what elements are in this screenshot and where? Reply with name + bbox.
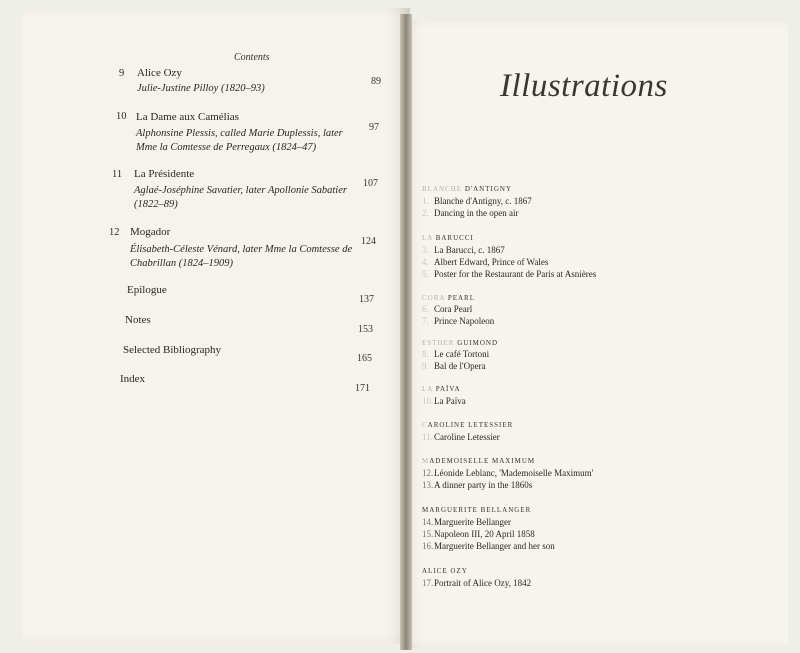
- section-heading: [422, 339, 498, 347]
- chapter-number: 9: [119, 68, 125, 79]
- list-item: [422, 480, 532, 490]
- list-item: [422, 361, 486, 371]
- item-number: 17.: [422, 578, 434, 588]
- backmatter-title: Notes: [125, 314, 151, 326]
- list-item: [422, 316, 494, 326]
- section-heading-faded: BLANCHE: [422, 185, 463, 193]
- item-text: Marguerite Bellanger and her son: [434, 541, 555, 551]
- item-number: 11.: [422, 432, 433, 442]
- chapter-page-number: 97: [369, 122, 379, 133]
- section-heading-text: BARUCCI: [432, 234, 474, 242]
- section-heading: [422, 567, 468, 575]
- section-heading: [422, 457, 535, 465]
- item-number: 16.: [422, 541, 434, 551]
- item-number: 14.: [422, 517, 434, 527]
- chapter-subtitle: Aglaé-Joséphine Savatier, later Apollonie Sabatier (1822–89): [134, 185, 347, 210]
- chapter-subtitle: Alphonsine Plessis, called Marie Duplessis, later Mme la Comtesse de Perregaux (1824–47): [136, 128, 343, 153]
- backmatter-title: Selected Bibliography: [123, 344, 222, 356]
- backmatter-title: Index: [120, 373, 146, 385]
- item-number: 1.: [422, 196, 429, 206]
- running-head: Contents: [234, 52, 270, 63]
- item-number: 3.: [422, 245, 429, 255]
- section-heading-text: ALICE OZY: [422, 567, 468, 575]
- item-number: 7.: [422, 316, 429, 326]
- chapter-subtitle: Julie-Justine Pilloy (1820–93): [137, 83, 265, 94]
- item-text: Caroline Letessier: [434, 432, 500, 442]
- item-text: La Barucci, c. 1867: [434, 245, 505, 255]
- item-text: Albert Edward, Prince of Wales: [434, 257, 549, 267]
- section-heading-text: MARGUERITE BELLANGER: [422, 506, 532, 514]
- section-heading: [422, 421, 513, 429]
- section-heading: [422, 185, 512, 193]
- section-heading: [422, 506, 531, 514]
- section-heading-text: GUIMOND: [454, 339, 499, 347]
- list-item: [422, 269, 596, 279]
- item-text: Dancing in the open air: [434, 208, 519, 218]
- list-item: [422, 196, 532, 206]
- section-heading-text: PEARL: [445, 294, 475, 302]
- item-number: 2.: [422, 208, 429, 218]
- item-number: 8.: [422, 349, 429, 359]
- chapter-title: La Présidente: [134, 168, 195, 180]
- backmatter-title: Epilogue: [127, 284, 167, 296]
- item-number: 15.: [422, 529, 434, 539]
- chapter-title: Mogador: [130, 226, 171, 238]
- section-heading-text: ADEMOISELLE MAXIMUM: [429, 457, 536, 465]
- list-item: [422, 257, 548, 267]
- section-heading-faded: ESTHER: [422, 339, 455, 347]
- list-item: [422, 517, 511, 527]
- item-number: 13.: [422, 480, 434, 490]
- contents-page: [22, 8, 410, 644]
- section-heading-faded: M: [422, 457, 430, 465]
- backmatter-page-number: 165: [357, 353, 372, 364]
- section-heading: [422, 385, 461, 393]
- section-heading: [422, 234, 474, 242]
- item-text: Léonide Leblanc, 'Mademoiselle Maximum': [434, 468, 594, 478]
- list-item: [422, 396, 466, 406]
- item-text: Le café Tortoni: [434, 349, 490, 359]
- section-heading-text: PAÏVA: [432, 385, 461, 393]
- chapter-page-number: 124: [361, 236, 376, 247]
- list-item: [422, 578, 531, 588]
- item-number: 10.: [422, 396, 434, 406]
- chapter-subtitle: Élisabeth-Céleste Vénard, later Mme la Comtesse de Chabrillan (1824–1909): [130, 244, 353, 269]
- list-item: [422, 304, 472, 314]
- item-number: 6.: [422, 304, 429, 314]
- item-text: A dinner party in the 1860s: [434, 480, 533, 490]
- item-text: Napoleon III, 20 April 1858: [434, 529, 535, 539]
- illustrations-page: [404, 20, 788, 648]
- list-item: [422, 468, 593, 478]
- section-heading-faded: LA: [422, 234, 433, 242]
- chapter-page-number: 107: [363, 178, 378, 189]
- backmatter-page-number: 153: [358, 324, 373, 335]
- page-title: Illustrations: [500, 68, 668, 104]
- chapter-number: 12: [109, 227, 120, 238]
- item-number: 4.: [422, 257, 429, 267]
- item-text: Poster for the Restaurant de Paris at Asnières: [434, 269, 597, 279]
- chapter-title: Alice Ozy: [137, 67, 182, 79]
- item-text: Prince Napoleon: [434, 316, 495, 326]
- item-text: La Païva: [434, 396, 466, 406]
- item-text: Blanche d'Antigny, c. 1867: [434, 196, 532, 206]
- chapter-page-number: 89: [371, 76, 381, 87]
- backmatter-page-number: 171: [355, 383, 370, 394]
- list-item: [422, 529, 535, 539]
- section-heading-text: AROLINE LETESSIER: [427, 421, 514, 429]
- section-heading: [422, 294, 475, 302]
- item-number: 9.: [422, 361, 429, 371]
- item-number: 12.: [422, 468, 434, 478]
- list-item: [422, 432, 500, 442]
- book-gutter: [400, 14, 412, 650]
- item-number: 5.: [422, 269, 429, 279]
- item-text: Cora Pearl: [434, 304, 473, 314]
- backmatter-page-number: 137: [359, 294, 374, 305]
- chapter-number: 10: [116, 111, 127, 122]
- list-item: [422, 208, 518, 218]
- list-item: [422, 245, 505, 255]
- chapter-number: 11: [112, 169, 123, 180]
- list-item: [422, 541, 555, 551]
- item-text: Bal de l'Opera: [434, 361, 486, 371]
- chapter-title: La Dame aux Camélias: [136, 111, 239, 123]
- section-heading-faded: C: [422, 421, 428, 429]
- list-item: [422, 349, 489, 359]
- section-heading-text: D'ANTIGNY: [462, 185, 513, 193]
- section-heading-faded: LA: [422, 385, 433, 393]
- section-heading-faded: CORA: [422, 294, 446, 302]
- item-text: Portrait of Alice Ozy, 1842: [434, 578, 532, 588]
- item-text: Marguerite Bellanger: [434, 517, 512, 527]
